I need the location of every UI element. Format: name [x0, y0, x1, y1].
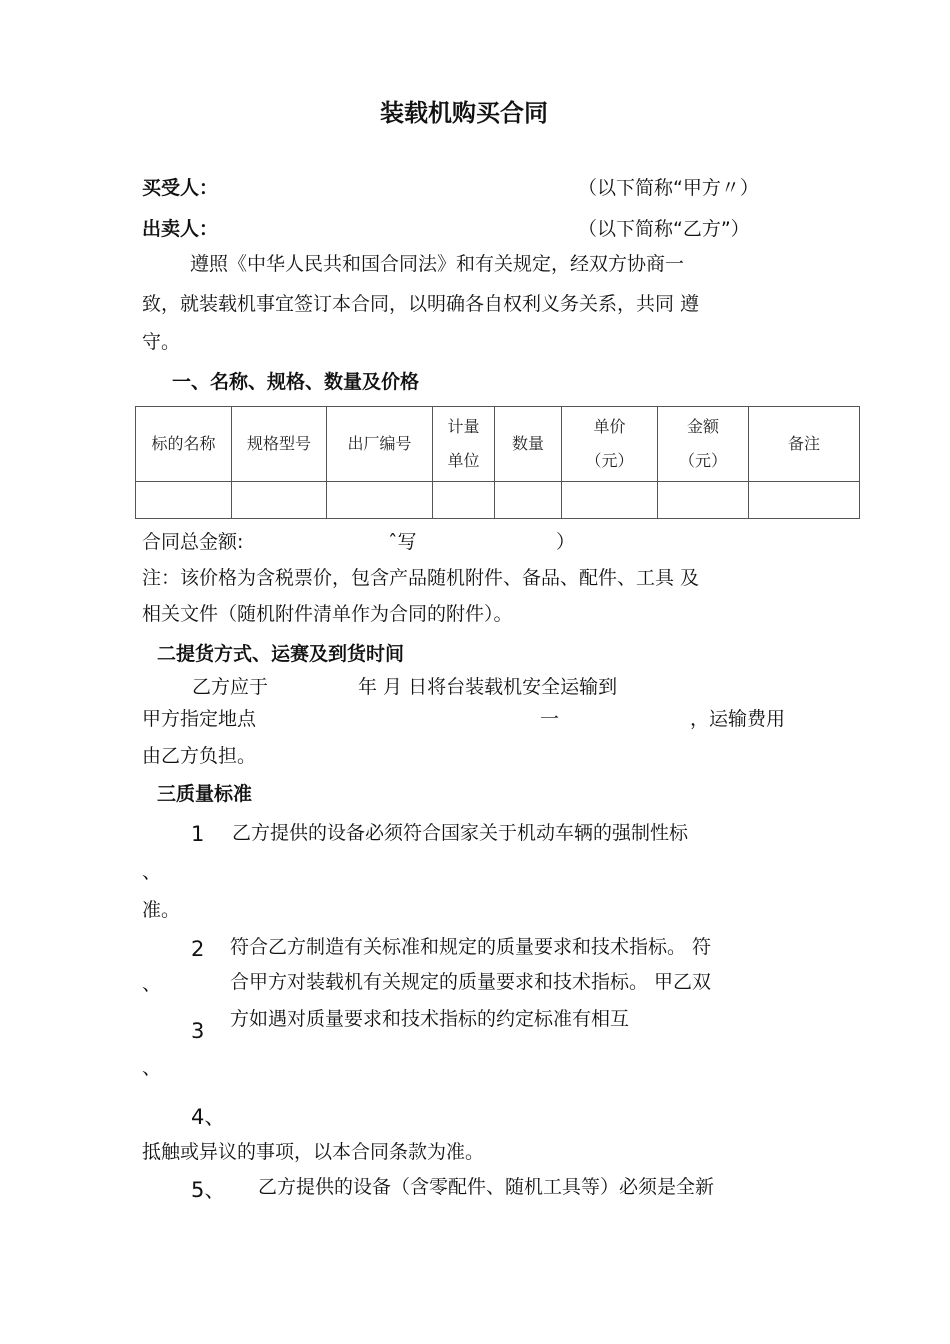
header-cell: 标的名称	[136, 407, 232, 482]
header-cell: 备注	[749, 407, 860, 482]
document-title: 装载机购买合同	[380, 99, 548, 127]
total-amount-label: 合同总金额:	[142, 531, 244, 553]
header-cell: 数量	[495, 407, 562, 482]
delivery-line-2b: ，运输费用	[690, 708, 786, 730]
table-cell	[658, 482, 749, 519]
item-2-mark: 、	[142, 973, 162, 995]
item-3-text: 方如遇对质量要求和技术指标的约定标准有相互	[230, 1008, 630, 1030]
header-cell: 金额 （元）	[658, 407, 749, 482]
item-5-text: 乙方提供的设备（含零配件、随机工具等）必须是全新	[258, 1176, 715, 1198]
table-row	[136, 482, 860, 519]
seller-label: 出卖人：	[142, 218, 219, 240]
delivery-line-3: 由乙方负担。	[142, 745, 257, 767]
price-note-line-1: 注：该价格为含税票价，包含产品随机附件、备品、配件、工具 及	[142, 567, 700, 589]
delivery-line-1a: 乙方应于	[192, 676, 269, 698]
item-4-number: 4、	[191, 1105, 226, 1129]
buyer-label: 买受人：	[142, 177, 219, 199]
table-cell	[749, 482, 860, 519]
item-2-text: 符合乙方制造有关标准和规定的质量要求和技术指标。 符	[230, 936, 712, 958]
table-cell	[327, 482, 433, 519]
intro-line-1: 遵照《中华人民共和国合同法》和有关规定，经双方协商一	[190, 253, 685, 275]
header-cell: 规格型号	[232, 407, 327, 482]
item-2-text-2: 合甲方对装载机有关规定的质量要求和技术指标。 甲乙双	[230, 971, 712, 993]
delivery-line-2a: 甲方指定地点	[142, 708, 257, 730]
table-cell	[495, 482, 562, 519]
seller-alias: （以下简称“乙方”）	[578, 218, 750, 240]
item-1-number: 1	[191, 822, 205, 846]
header-cell: 计量 单位	[433, 407, 495, 482]
total-amount-written: ˆ写	[388, 531, 417, 553]
table-header-row	[136, 407, 860, 482]
item-1-mark: 、	[142, 861, 162, 883]
table-cell	[232, 482, 327, 519]
intro-line-3: 守。	[142, 331, 181, 353]
spec-table	[135, 406, 860, 519]
item-1-text: 乙方提供的设备必须符合国家关于机动车辆的强制性标	[232, 822, 689, 844]
item-3-mark: 、	[142, 1057, 162, 1079]
buyer-alias: （以下简称“甲方〃）	[578, 177, 759, 199]
item-2-number: 2	[191, 937, 205, 961]
item-5-number: 5、	[191, 1178, 226, 1202]
table-cell	[562, 482, 658, 519]
section3-heading: 三质量标准	[157, 783, 253, 805]
table-cell	[136, 482, 232, 519]
price-note-line-2: 相关文件（随机附件清单作为合同的附件）。	[142, 603, 513, 625]
header-cell: 单价 （元）	[562, 407, 658, 482]
intro-line-2: 致，就装载机事宜签订本合同，以明确各自权利义务关系，共同 遵	[142, 293, 700, 315]
delivery-line-2-dash: 一	[540, 708, 560, 730]
section2-heading: 二提货方式、运赛及到货时间	[157, 643, 405, 665]
header-cell: 出厂编号	[327, 407, 433, 482]
section1-heading: 一、名称、规格、数量及价格	[172, 371, 420, 393]
item-1-continuation: 准。	[142, 899, 181, 921]
delivery-line-1b: 年 月 日将台装载机安全运输到	[358, 676, 618, 698]
table-cell	[433, 482, 495, 519]
total-amount-close: ）	[556, 531, 576, 553]
item-3-number: 3	[191, 1019, 205, 1043]
item-4-continuation: 抵触或异议的事项，以本合同条款为准。	[142, 1141, 485, 1163]
